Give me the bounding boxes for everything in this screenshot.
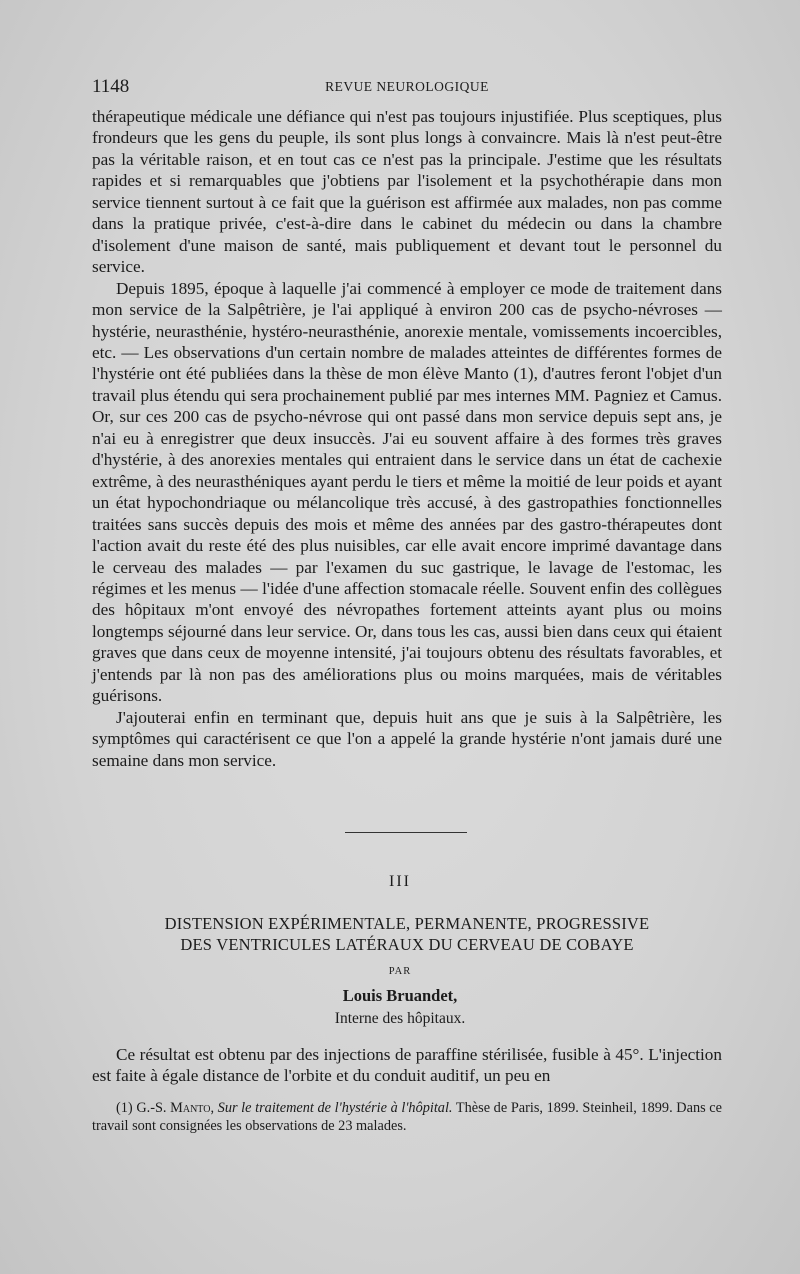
author-name: Louis Bruandet,: [342, 986, 458, 1005]
previous-article-body: [92, 106, 722, 771]
footnote-marker: (1): [116, 1100, 133, 1116]
byline-par: PAR: [388, 966, 412, 977]
footnote-text: Thèse de Paris, 1899. Steinheil, 1899. Dans ce travail sont consignées les observations de 23 malades.: [92, 1100, 722, 1134]
body-paragraph: Depuis 1895, époque à laquelle j'ai commencé à employer ce mode de traitement dans mon service de la Salpêtrière, je l'ai appliqué à environ 200 cas de psycho-névroses — hystérie, neurasthénie, hystéro-neurasthénie, anorexie mentale, vomissements incoercibles, etc. — Les observations d'un certain nombre de malades atteintes de différentes formes de l'hystérie ont été publiées dans la thèse de mon élève Manto (1), d'autres feront l'objet d'un travail plus étendu qui sera prochainement publié par mes internes MM. Pagniez et Camus. Or, sur ces 200 cas de psycho-névrose qui ont passé dans mon service depuis sept ans, je n'ai eu à enregistrer que deux insuccès. J'ai eu souvent affaire à des formes très graves d'hystérie, à des anorexies mentales qui entraient dans le service dans un état de cachexie extrême, à des neurasthéniques ayant perdu le tiers et même la moitié de leur poids et ayant un état hypochondriaque ou mélancolique très accusé, à des gastropathies fonctionnelles traitées sans succès depuis des mois et même des années par des gastro-thérapeutes dont l'action avait du reste été des plus nuisibles, car elle avait encore imprimé davantage dans le cerveau des malades — par l'examen du suc gastrique, le lavage de l'estomac, les régimes et les menus — l'idée d'une affection stomacale réelle. Souvent enfin des collègues des hôpitaux m'ont envoyé des névropathes fortement atteints ayant plus ou moins longtemps séjourné dans leur service. Or, dans tous les cas, aussi bien dans ceux qui étaient graves que dans ceux de moyenne intensité, j'ai toujours obtenu des résultats favorables, et j'entends par là non pas des améliorations plus ou moins marquées, mais de véritables guérisons.: [92, 278, 722, 706]
body-paragraph: J'ajouterai enfin en terminant que, depuis huit ans que je suis à la Salpêtrière, les symptômes qui caractérisent ce que l'on a appelé la grande hystérie n'ont jamais duré une semaine dans mon service.: [92, 707, 722, 770]
journal-title: REVUE NEUROLOGIQUE: [325, 79, 489, 94]
section-divider: [345, 832, 467, 833]
article-title-line: DES VENTRICULES LATÉRAUX DU CERVEAU DE COBAYE: [180, 935, 634, 954]
article-title: [92, 913, 722, 955]
running-head: [92, 76, 722, 98]
author-affiliation: Interne des hôpitaux.: [334, 1010, 466, 1027]
article-body: [92, 1044, 722, 1087]
article-title-line: DISTENSION EXPÉRIMENTALE, PERMANENTE, PROGRESSIVE: [164, 914, 650, 933]
footnote-author: G.-S. Manto,: [136, 1100, 215, 1116]
article-paragraph: Ce résultat est obtenu par des injections de paraffine stérilisée, fusible à 45°. L'injection est faite à égale distance de l'orbite et du conduit auditif, un peu en: [92, 1045, 722, 1086]
body-paragraph: thérapeutique médicale une défiance qui n'est pas toujours injustifiée. Plus sceptiques, plus frondeurs que les gens du peuple, ils sont plus longs à convaincre. Mais là n'est peut-être pas la véritable raison, et en tout cas ce n'est pas la principale. J'estime que les résultats rapides et si remarquables que j'obtiens par l'isolement et la psychothérapie dans mon service tiennent surtout à ce fait que la guérison est affirmée aux malades, non pas comme dans la pratique privée, c'est-à-dire dans le cabinet du médecin ou dans la chambre d'isolement d'une maison de santé, mais publiquement et devant tout le personnel du service.: [92, 107, 722, 277]
section-number: III: [389, 873, 411, 890]
page-number: 1148: [92, 76, 130, 97]
footnote: [92, 1099, 722, 1135]
footnote-title: Sur le traitement de l'hystérie à l'hôpital.: [217, 1100, 453, 1116]
